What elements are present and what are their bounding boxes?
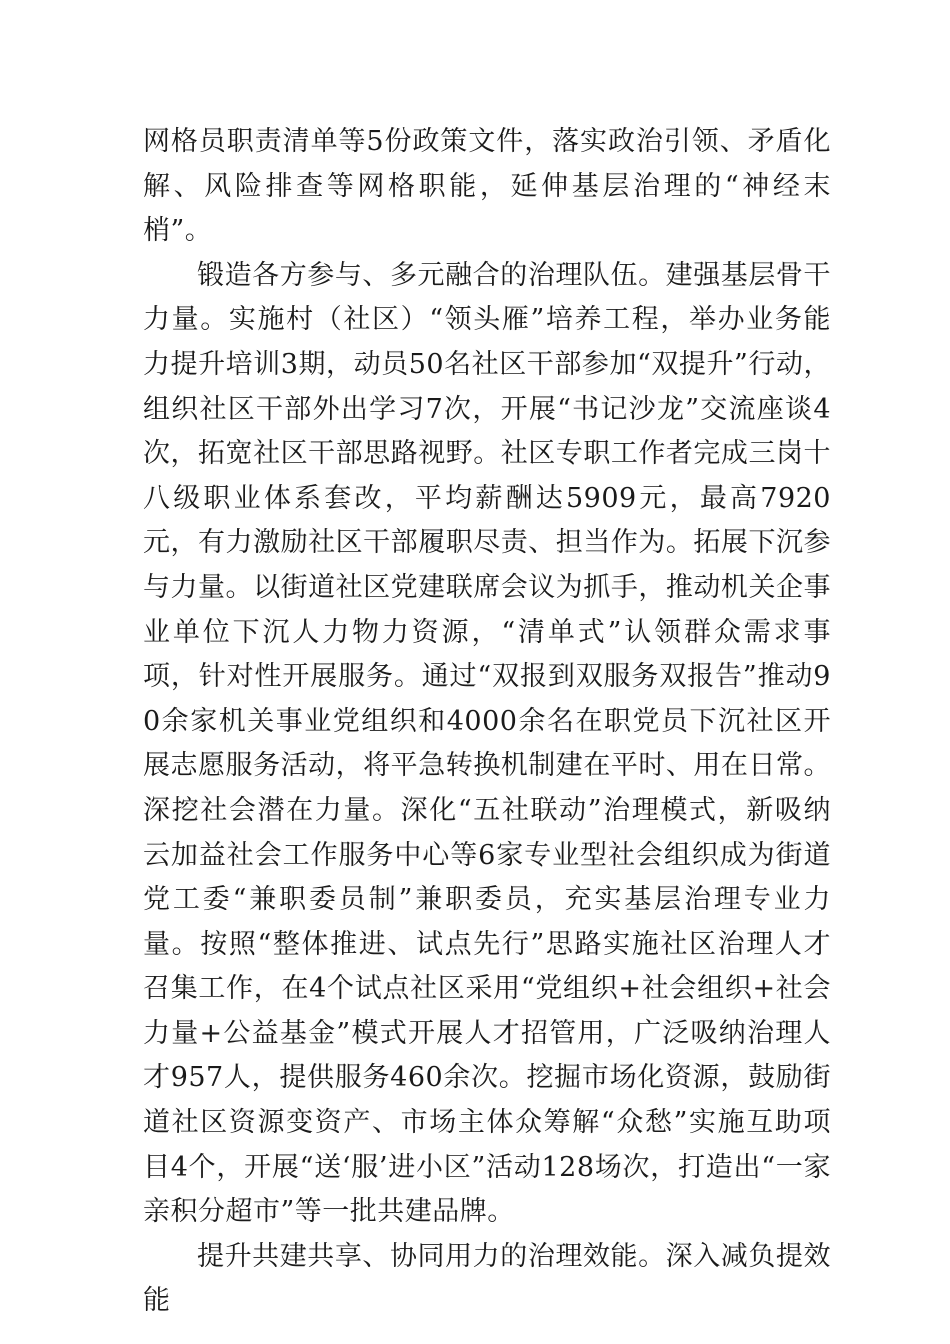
paragraph-governance-team: 锻造各方参与、多元融合的治理队伍。建强基层骨干力量。实施村（社区）“领头雁”培养工程，举办业务能力提升培训3期，动员50名社区干部参加“双提升”行动，组织社区干部外出学习7次，开展“书记沙龙”交流座谈4次，拓宽社区干部思路视野。社区专职工作者完成三岗十八级职业体系套改，平均薪酬达5909元，最高7920元，有力激励社区干部履职尽责、担当作为。拓展下沉参与力量。以街道社区党建联席会议为抓手，推动机关企事业单位下沉人力物力资源，“清单式”认领群众需求事项，针对性开展服务。通过“双报到双服务双报告”推动90余家机关事业党组织和4000余名在职党员下沉社区开展志愿服务活动，将平急转换机制建在平时、用在日常。深挖社会潜在力量。深化“五社联动”治理模式，新吸纳云加益社会工作服务中心等6家专业型社会组织成为街道党工委“兼职委员制”兼职委员，充实基层治理专业力量。按照“整体推进、试点先行”思路实施社区治理人才召集工作，在4个试点社区采用“党组织+社会组织+社会力量+公益基金”模式开展人才招管用，广泛吸纳治理人才957人，提供服务460余次。挖掘市场化资源，鼓励街道社区资源变资产、市场主体众筹解“众愁”实施互助项目4个，开展“送‘服’进小区”活动128场次，打造出“一家亲积分超市”等一批共建品牌。 — [143, 259, 831, 1228]
document-body — [143, 120, 831, 1324]
paragraph-grid-duties: 网格员职责清单等5份政策文件，落实政治引领、矛盾化解、风险排查等网格职能，延伸基层治理的“神经末梢”。 — [143, 126, 831, 247]
paragraph-governance-efficiency: 提升共建共享、协同用力的治理效能。深入减负提效能 — [143, 1240, 831, 1317]
